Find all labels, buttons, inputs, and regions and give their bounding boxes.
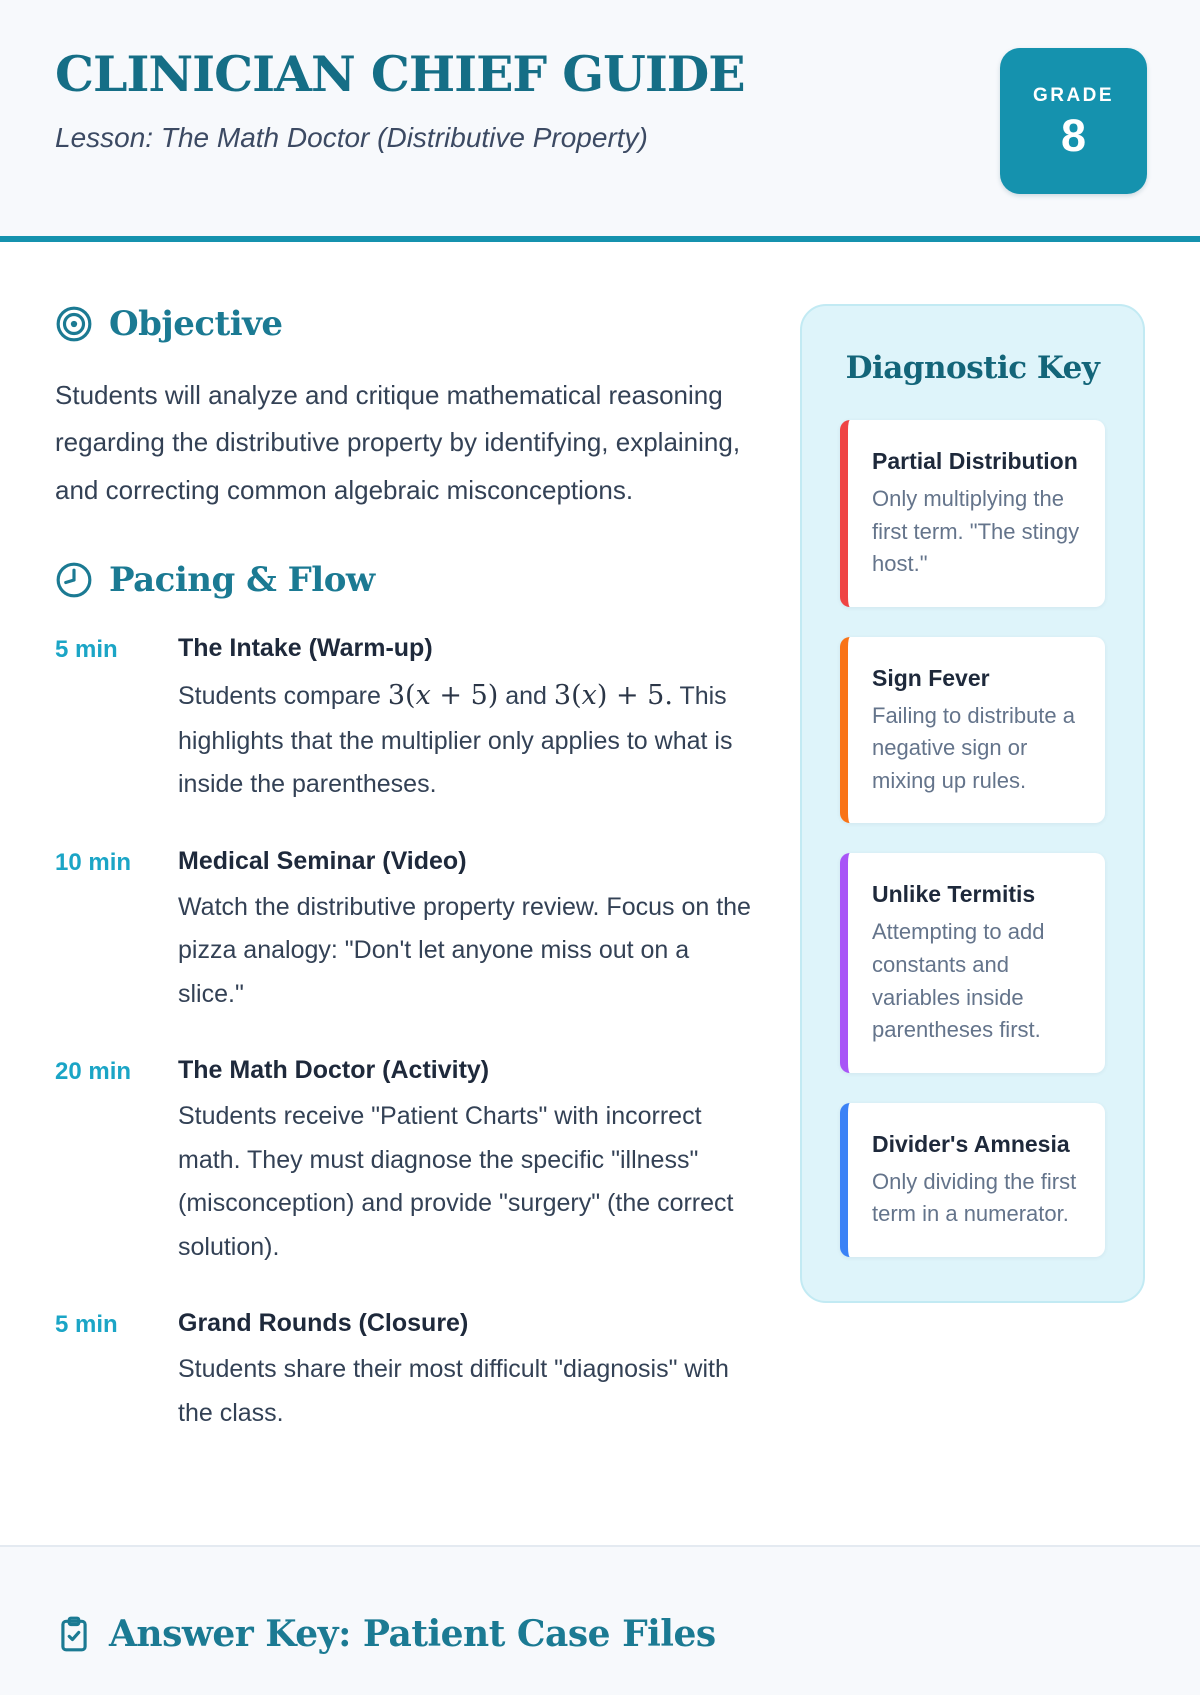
grade-badge	[1000, 48, 1147, 194]
pacing-time: 20 min	[55, 1058, 132, 1086]
diagnostic-card-sign-fever	[840, 637, 1105, 824]
pacing-description: Students receive "Patient Charts" with incorrect math. They must diagnose the specific "illness" (misconception) and provide "surgery" (the correct solution).	[178, 1102, 734, 1261]
answer-key-section	[0, 1547, 1200, 1695]
math-expression: 3(x) + 5.	[553, 679, 673, 711]
pacing-item-closure	[55, 1309, 752, 1435]
diagnostic-card-title: Unlike Termitis	[872, 881, 1036, 908]
diagnostic-key-panel	[800, 304, 1145, 1303]
diagnostic-card-description: Only dividing the first term in a numerator.	[872, 1168, 1077, 1227]
pacing-content	[178, 1309, 752, 1435]
pacing-heading	[55, 560, 752, 600]
pacing-time: 5 min	[55, 635, 118, 663]
objective-heading	[55, 304, 752, 344]
header	[0, 0, 1200, 236]
pacing-heading-label: Pacing & Flow	[109, 559, 375, 600]
clock-icon	[55, 561, 93, 599]
header-text	[55, 45, 745, 154]
diagnostic-card-unlike-termitis	[840, 853, 1105, 1072]
diagnostic-card-title: Divider's Amnesia	[872, 1130, 1070, 1157]
clipboard-check-icon	[55, 1615, 93, 1653]
main-content	[0, 242, 1200, 1547]
diagnostic-card-description: Attempting to add constants and variables inside parentheses first.	[872, 919, 1045, 1043]
pacing-description: Watch the distributive property review. Focus on the pizza analogy: "Don't let anyone miss out on a slice."	[178, 892, 751, 1008]
diagnostic-card-title: Sign Fever	[872, 664, 990, 691]
diagnostic-card-dividers-amnesia	[840, 1103, 1105, 1257]
pacing-content	[178, 847, 752, 1017]
pacing-item-seminar	[55, 847, 752, 1017]
pacing-title: Grand Rounds (Closure)	[178, 1309, 469, 1338]
grade-badge-value: 8	[1060, 109, 1087, 161]
pacing-title: The Math Doctor (Activity)	[178, 1056, 490, 1085]
objective-text: Students will analyze and critique mathematical reasoning regarding the distributive property by identifying, explaining, and correcting common algebraic misconceptions.	[55, 380, 741, 505]
pacing-content	[178, 1056, 752, 1269]
diagnostic-card-title: Partial Distribution	[872, 448, 1078, 474]
diagnostic-card-description: Failing to distribute a negative sign or mixing up rules.	[872, 702, 1075, 793]
pacing-time: 10 min	[55, 848, 132, 876]
answer-key-heading	[55, 1613, 1145, 1655]
left-column	[55, 304, 752, 1475]
diagnostic-card-partial-distribution	[840, 420, 1105, 607]
target-icon	[55, 305, 93, 343]
diagnostic-card-description: Only multiplying the first term. "The stingy host."	[872, 486, 1080, 577]
pacing-item-activity	[55, 1056, 752, 1269]
diagnostic-key-heading: Diagnostic Key	[845, 350, 1100, 386]
objective-heading-label: Objective	[109, 304, 283, 344]
pacing-description: Students compare 3(x + 5) and 3(x) + 5. This highlights that the multiplier only applies to what is inside the parentheses.	[178, 679, 733, 799]
page-title: CLINICIAN CHIEF GUIDE	[55, 45, 745, 103]
lesson-subtitle: Lesson: The Math Doctor (Distributive Property)	[55, 121, 648, 153]
math-expression: 3(x + 5)	[387, 679, 499, 711]
pacing-description: Students share their most difficult "diagnosis" with the class.	[178, 1355, 729, 1427]
pacing-item-intake	[55, 634, 752, 807]
pacing-title: Medical Seminar (Video)	[178, 846, 467, 875]
pacing-title: The Intake (Warm-up)	[178, 633, 433, 662]
answer-key-heading-label: Answer Key: Patient Case Files	[109, 1613, 716, 1656]
pacing-time: 5 min	[55, 1311, 118, 1339]
pacing-content	[178, 634, 752, 807]
grade-badge-label: GRADE	[1032, 84, 1115, 106]
